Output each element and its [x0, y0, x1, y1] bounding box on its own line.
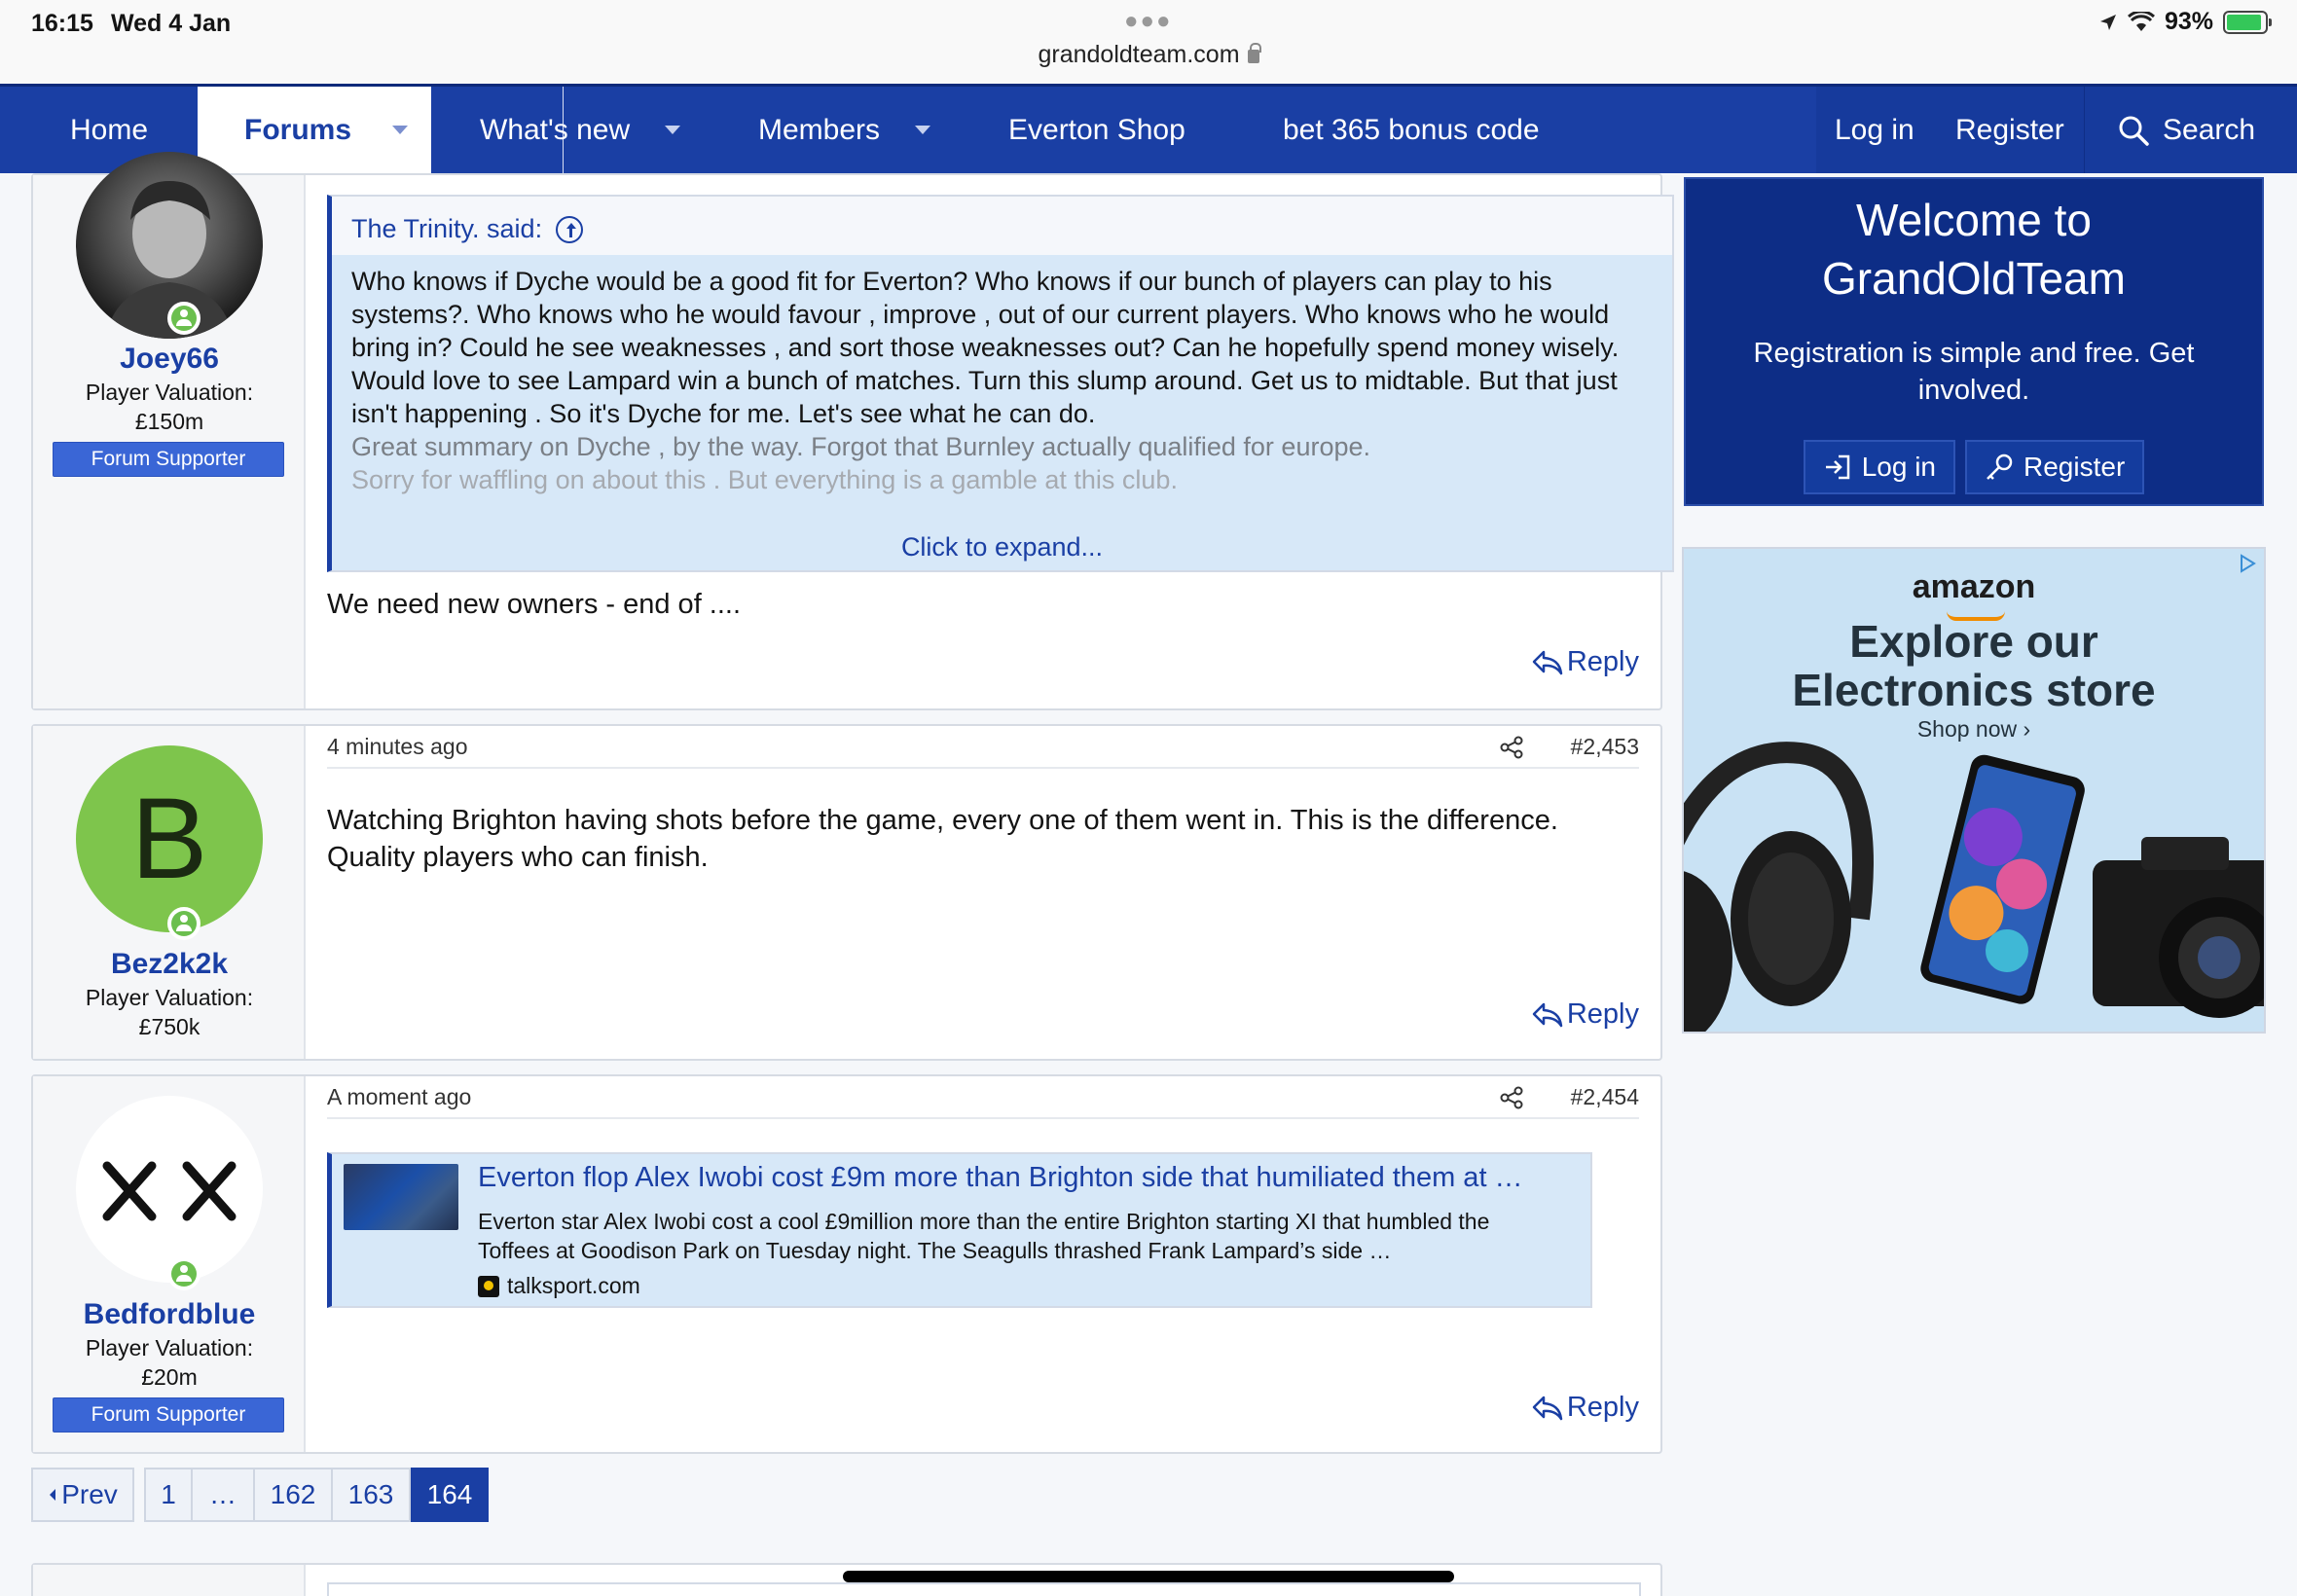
- welcome-title-line2: GrandOldTeam: [1822, 253, 2126, 304]
- sign-in-icon: [1823, 453, 1852, 481]
- link-preview-source: [478, 1273, 640, 1299]
- reply-label: Reply: [1566, 1392, 1639, 1423]
- multitasking-dots-icon[interactable]: ●●●: [1124, 8, 1173, 34]
- nav-shop-label: Everton Shop: [1008, 113, 1185, 146]
- avatar[interactable]: [76, 745, 263, 932]
- pager-ellipsis[interactable]: …: [193, 1468, 255, 1522]
- reply-button[interactable]: [1532, 646, 1639, 678]
- main-nav: [0, 84, 2297, 173]
- welcome-login-label: Log in: [1861, 452, 1937, 482]
- pager-page-163[interactable]: 163: [333, 1468, 411, 1522]
- welcome-login-button[interactable]: [1804, 440, 1955, 494]
- arrow-up-circle-icon[interactable]: [556, 216, 583, 243]
- amazon-logo: amazon: [1912, 568, 2036, 605]
- valuation-label: Player Valuation:: [85, 1335, 254, 1360]
- welcome-panel: [1684, 177, 2264, 506]
- post-user-panel: [33, 1565, 306, 1596]
- talksport-favicon-icon: [478, 1276, 499, 1297]
- post-joey66: [31, 173, 1662, 710]
- welcome-text: Registration is simple and free. Get involved.: [1753, 338, 2195, 406]
- forums-chevron-down-icon[interactable]: [392, 126, 408, 134]
- members-chevron-down-icon[interactable]: [915, 126, 930, 134]
- nav-forums[interactable]: [198, 87, 431, 173]
- link-preview-domain: talksport.com: [507, 1273, 640, 1298]
- username[interactable]: Bez2k2k: [110, 948, 229, 980]
- quote-text: [332, 255, 1672, 570]
- pager-prev-label: Prev: [61, 1479, 118, 1509]
- browser-status-bar: [0, 0, 2297, 84]
- address-bar[interactable]: [0, 41, 2297, 69]
- post-user-panel: [33, 726, 306, 1059]
- quote-line: Sorry for waffling on about this . But everything is a gamble at this club.: [351, 465, 1178, 494]
- avatar-xx-image: [76, 1096, 263, 1283]
- post-message: We need new owners - end of ....: [327, 589, 742, 620]
- ad-cta[interactable]: Shop now ›: [1916, 716, 2031, 742]
- username[interactable]: Joey66: [120, 343, 219, 375]
- reply-arrow-icon: [1532, 1395, 1563, 1422]
- whats-new-chevron-down-icon[interactable]: [665, 126, 680, 134]
- post-bedfordblue: [31, 1074, 1662, 1454]
- key-icon: [1985, 453, 2014, 482]
- nav-search[interactable]: [2118, 87, 2255, 173]
- status-time: 16:15: [31, 10, 93, 37]
- post-message: Watching Brighton having shots before the game, every one of them went in. This is the difference. Quality players who can finish.: [327, 805, 1558, 873]
- pagination: [31, 1468, 134, 1522]
- click-to-expand-link[interactable]: Click to expand...: [332, 532, 1672, 562]
- nav-everton-shop[interactable]: [1008, 87, 1185, 173]
- location-arrow-icon: [2098, 13, 2118, 32]
- pager-page-current[interactable]: 164: [411, 1468, 489, 1522]
- nav-bet-link[interactable]: [1283, 87, 1540, 173]
- post-meta: [327, 1076, 1639, 1119]
- welcome-title: [1686, 191, 2262, 308]
- post-number[interactable]: #2,454: [1570, 1084, 1639, 1109]
- status-indicators: [2098, 8, 2268, 36]
- next-post-block: [327, 1582, 1641, 1596]
- chevron-left-icon: [48, 1488, 57, 1502]
- battery-percent: 93%: [2164, 8, 2213, 35]
- nav-members-label: Members: [758, 113, 881, 146]
- ad-headline-line2: Electronics store: [1792, 665, 2156, 715]
- pager-prev-button[interactable]: [31, 1468, 134, 1522]
- ad-cta-label: Shop now: [1916, 716, 2018, 742]
- post-user-panel: [33, 1076, 306, 1452]
- ad-headline-line1: Explore our: [1849, 616, 2098, 667]
- amazon-ad[interactable]: [1682, 547, 2266, 1034]
- pager-page-162[interactable]: 162: [255, 1468, 333, 1522]
- lock-icon: [1248, 50, 1259, 63]
- battery-icon: [2223, 11, 2268, 34]
- link-preview-description: Everton star Alex Iwobi cost a cool £9million more than the entire Brighton starting XI that humbled the Toffees at Goodison Park on Tuesday night. The Seagulls thrashed Frank Lampard’s side …: [478, 1209, 1490, 1263]
- quote-line: Who knows if Dyche would be a good fit for Everton? Who knows if our bunch of players can play to his systems?. Who knows who he would favour , improve , out of our current players. Who knows who he would bring in? Could he see weaknesses , and sort those weaknesses out? Can he hopefully spend money wisely.: [351, 267, 1620, 362]
- nav-members[interactable]: [758, 87, 930, 173]
- share-icon[interactable]: [1499, 736, 1524, 759]
- avatar-letter: B: [130, 775, 208, 903]
- post-time[interactable]: A moment ago: [327, 1084, 472, 1109]
- nav-separator: [2084, 87, 2085, 173]
- reply-arrow-icon: [1532, 1001, 1563, 1029]
- avatar[interactable]: [76, 1096, 263, 1283]
- username[interactable]: Bedfordblue: [83, 1298, 256, 1330]
- welcome-title-line1: Welcome to: [1855, 195, 2093, 245]
- ad-product-image: [1684, 549, 2266, 1034]
- post-number[interactable]: #2,453: [1570, 734, 1639, 759]
- nav-search-label: Search: [2163, 113, 2256, 146]
- welcome-register-button[interactable]: [1965, 440, 2144, 494]
- valuation-value: £150m: [134, 409, 204, 434]
- valuation-label: Player Valuation:: [85, 985, 254, 1010]
- valuation-label: Player Valuation:: [85, 380, 254, 405]
- link-preview-thumbnail: [344, 1164, 458, 1230]
- quote-line: Great summary on Dyche , by the way. Forgot that Burnley actually qualified for europe.: [351, 432, 1371, 461]
- reply-label: Reply: [1566, 646, 1639, 677]
- post-bez2k2k: [31, 724, 1662, 1061]
- home-indicator[interactable]: [843, 1571, 1454, 1582]
- nav-whats-new-label: What's new: [480, 113, 631, 146]
- forum-supporter-badge: Forum Supporter: [53, 442, 284, 477]
- url-text: grandoldteam.com: [1038, 41, 1240, 68]
- valuation-value: £20m: [141, 1364, 198, 1390]
- search-icon: [2118, 115, 2149, 146]
- welcome-register-label: Register: [2024, 452, 2126, 482]
- status-date: Wed 4 Jan: [111, 10, 232, 37]
- pager-page-1[interactable]: 1: [144, 1468, 193, 1522]
- nav-whats-new[interactable]: [480, 87, 680, 173]
- nav-forums-label: Forums: [244, 113, 352, 146]
- reply-arrow-icon: [1532, 649, 1563, 676]
- quote-author[interactable]: [351, 214, 583, 244]
- reply-button[interactable]: [1532, 1392, 1639, 1424]
- reply-button[interactable]: [1532, 998, 1639, 1031]
- welcome-buttons: [1686, 440, 2262, 494]
- link-preview-title[interactable]: Everton flop Alex Iwobi cost £9m more than Brighton side that humiliated them at …: [478, 1162, 1523, 1193]
- reply-label: Reply: [1566, 998, 1639, 1030]
- post-user-panel: [33, 175, 306, 708]
- pagination-pages: [144, 1468, 489, 1522]
- online-status-icon: [167, 907, 201, 940]
- nav-register[interactable]: [1955, 87, 2064, 173]
- wifi-icon: [2128, 12, 2155, 33]
- nav-register-label: Register: [1955, 113, 2064, 146]
- valuation-value: £750k: [138, 1014, 201, 1039]
- quote-line: Would love to see Lampard win a bunch of matches. Turn this slump around. Get us to midtable. But that just isn't happening . So it's Dyche for me. Let's see what he can do.: [351, 366, 1618, 428]
- forum-supporter-badge: Forum Supporter: [53, 1397, 284, 1433]
- nav-bet-label: bet 365 bonus code: [1283, 113, 1540, 146]
- nav-login-label: Log in: [1835, 113, 1914, 146]
- quote-author-label: The Trinity. said:: [351, 214, 543, 243]
- online-status-icon: [167, 1257, 201, 1290]
- online-status-icon: [167, 302, 201, 335]
- post-time[interactable]: 4 minutes ago: [327, 734, 468, 759]
- link-preview[interactable]: [327, 1152, 1592, 1308]
- share-icon[interactable]: [1499, 1086, 1524, 1109]
- nav-login[interactable]: [1835, 87, 1914, 173]
- post-meta: [327, 726, 1639, 769]
- nav-home-label: Home: [70, 113, 149, 146]
- quote-block: [327, 195, 1674, 572]
